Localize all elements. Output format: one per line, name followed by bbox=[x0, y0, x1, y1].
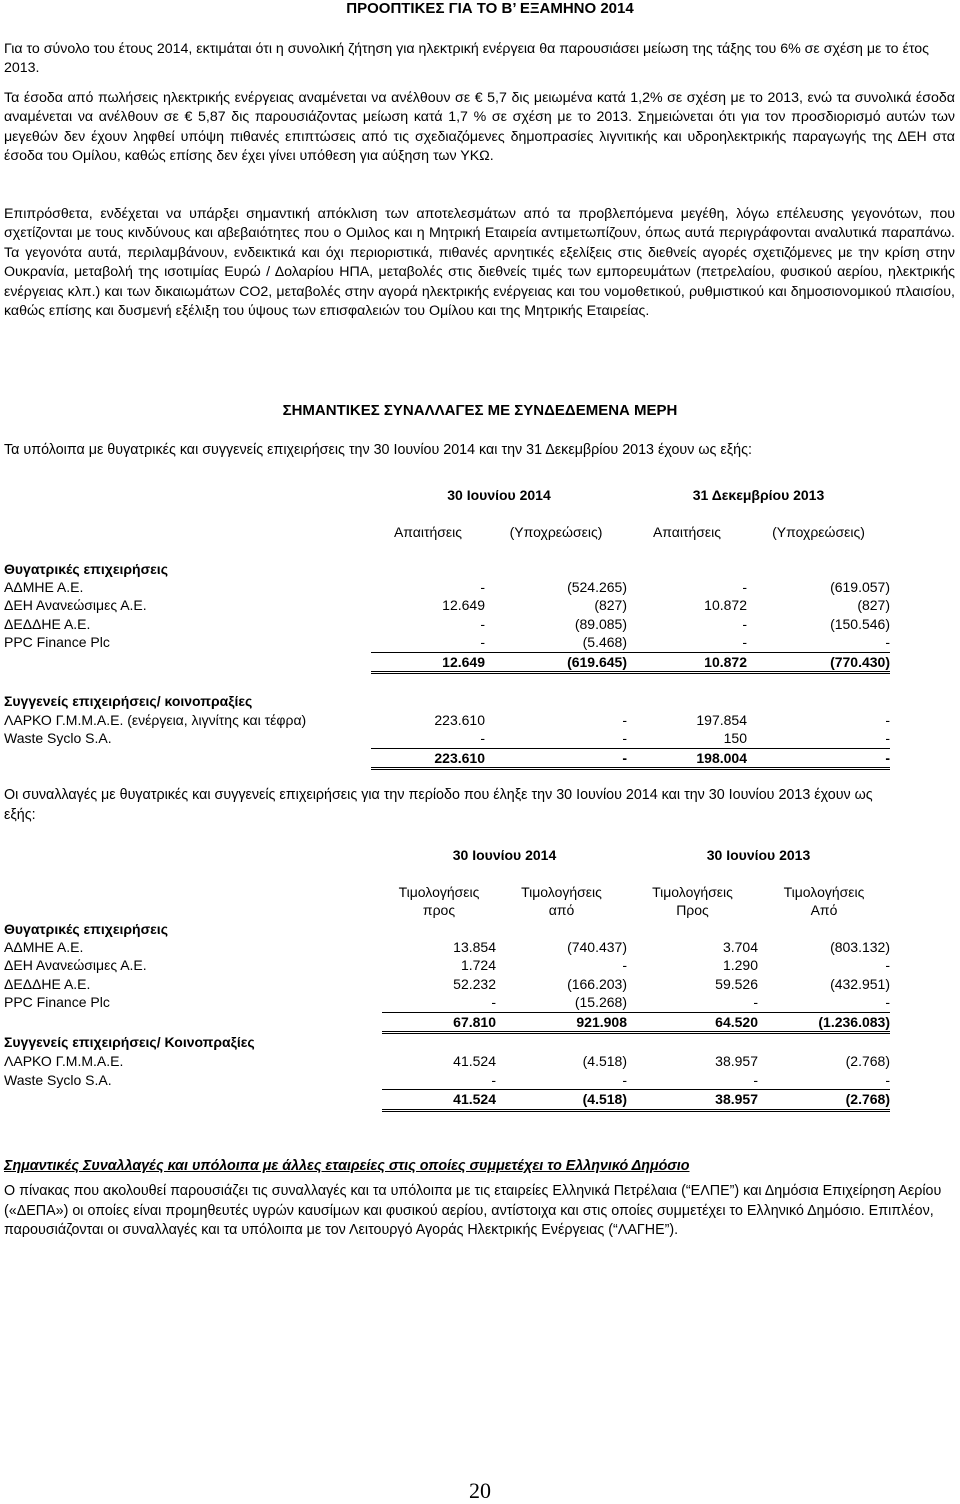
cell: (524.265) bbox=[567, 579, 627, 595]
row-label: ΔΕΗ Ανανεώσιμες Α.Ε. bbox=[4, 597, 147, 614]
cell: (15.268) bbox=[574, 994, 627, 1011]
row-label: ΛΑΡΚΟ Γ.Μ.Μ.Α.Ε. bbox=[4, 1053, 124, 1070]
total-cell: 67.810 bbox=[382, 1012, 496, 1032]
cell: - bbox=[480, 634, 485, 651]
total-row bbox=[4, 1012, 890, 1032]
group-label: Θυγατρικές επιχειρήσεις bbox=[4, 560, 168, 577]
row-label: ΛΑΡΚΟ Γ.Μ.Μ.Α.Ε. (ενέργεια, λιγνίτης και τέφρα) bbox=[4, 711, 307, 728]
col-invoices-to-a-sub: προς bbox=[422, 902, 456, 919]
cell: 59.526 bbox=[715, 975, 758, 992]
balances-period-a: 30 Ιουνίου 2014 bbox=[447, 487, 551, 503]
section-title-state-entities: Σημαντικές Συναλλαγές και υπόλοιπα με άλλες εταιρείες στις οποίες συμμετέχει το Ελληνικό Δημόσιο bbox=[4, 1158, 690, 1174]
cell: - bbox=[491, 1071, 496, 1088]
balances-column-header-row bbox=[4, 523, 890, 541]
row-label: PPC Finance Plc bbox=[4, 634, 110, 651]
total-row bbox=[4, 652, 890, 672]
col-payables-a: (Υποχρεώσεις) bbox=[509, 523, 603, 540]
total-cell: (1.236.083) bbox=[758, 1012, 890, 1032]
cell: (4.518) bbox=[582, 1053, 627, 1070]
cell: 52.232 bbox=[453, 975, 496, 992]
cell: (740.437) bbox=[567, 939, 627, 956]
total-cell: - bbox=[485, 748, 627, 768]
section-title-related-parties: ΣΗΜΑΝΤΙΚΕΣ ΣΥΝΑΛΛΑΓΕΣ ΜΕ ΣΥΝΔΕΔΕΜΕΝΑ ΜΕΡΗ bbox=[282, 402, 678, 419]
col-payables-b: (Υποχρεώσεις) bbox=[772, 523, 865, 540]
state-entities-paragraph: Ο πίνακας που ακολουθεί παρουσιάζει τις συναλλαγές και τα υπόλοιπα με τις εταιρείες Ελληνικά Πετρέλαια (“ΕΛΠΕ”) και Δημόσια Επιχείρηση Αερίου («ΔΕΠΑ») οι οποίες είναι προμηθευτές υγρών καυσίμων και φυσικού αερίου, αντίστοιχα και στις οποίες συμμετέχει το Ελληνικό Δημόσιο. Επιπλέον, παρουσιάζονται οι συναλλαγές και τα υπόλοιπα με τον Λειτουργό Αγοράς Ηλεκτρικής Ενέργειας (“ΛΑΓΗΕ”). bbox=[4, 1183, 942, 1239]
cell: (89.085) bbox=[574, 615, 627, 632]
group-label-row bbox=[4, 692, 890, 710]
col-invoices-from-b: Τιμολογήσεις bbox=[783, 883, 865, 900]
cell: - bbox=[742, 615, 747, 632]
table-row bbox=[4, 993, 890, 1012]
table-row bbox=[4, 975, 890, 993]
cell: - bbox=[753, 994, 758, 1011]
transactions-period-b: 30 Ιουνίου 2013 bbox=[706, 847, 811, 863]
cell: 13.854 bbox=[453, 939, 496, 956]
cell: 10.872 bbox=[704, 597, 747, 614]
total-cell: (4.518) bbox=[496, 1090, 627, 1110]
cell: 1.724 bbox=[460, 957, 496, 974]
cell: - bbox=[742, 634, 747, 651]
row-label: ΔΕΔΔΗΕ Α.Ε. bbox=[4, 975, 91, 992]
row-label: ΔΕΗ Ανανεώσιμες Α.Ε. bbox=[4, 957, 147, 974]
table-row bbox=[4, 1052, 890, 1070]
section-title-outlook: ΠΡΟΟΠΤΙΚΕΣ ΓΙΑ ΤΟ Β’ ΕΞΑΜΗΝΟ 2014 bbox=[346, 0, 634, 17]
cell: - bbox=[885, 730, 890, 747]
balances-table bbox=[4, 486, 890, 770]
cell: - bbox=[622, 957, 627, 974]
cell: - bbox=[480, 615, 485, 632]
cell: - bbox=[491, 994, 496, 1011]
table-row bbox=[4, 596, 890, 614]
row-label: ΑΔΜΗΕ Α.Ε. bbox=[4, 939, 84, 956]
table-row bbox=[4, 711, 890, 729]
page-number: 20 bbox=[469, 1478, 491, 1503]
col-invoices-to-b: Τιμολογήσεις bbox=[652, 883, 733, 900]
outlook-paragraph-1: Για το σύνολο του έτους 2014, εκτιμάται ότι η συνολική ζήτηση για ηλεκτρική ενέργεια θα παρουσιάσει μείωση της τάξης του 6% σε σχέση με το έτος 2013. bbox=[4, 41, 929, 76]
cell: - bbox=[480, 579, 485, 595]
cell: 223.610 bbox=[434, 711, 485, 728]
cell: (827) bbox=[594, 597, 627, 614]
total-cell: - bbox=[747, 748, 890, 768]
cell: 1.290 bbox=[722, 957, 758, 974]
total-cell: 41.524 bbox=[382, 1090, 496, 1110]
group-label-row bbox=[4, 560, 890, 578]
total-cell: 223.610 bbox=[371, 748, 485, 768]
cell: (827) bbox=[857, 597, 890, 614]
cell: - bbox=[885, 994, 890, 1011]
cell: - bbox=[885, 1071, 890, 1088]
table-row bbox=[4, 1071, 890, 1090]
cell: 197.854 bbox=[696, 711, 747, 728]
group-label-row bbox=[4, 1033, 890, 1053]
cell: 3.704 bbox=[722, 939, 758, 956]
transactions-intro: Οι συναλλαγές με θυγατρικές και συγγενείς επιχειρήσεις για την περίοδο που έληξε την 30 Ιουνίου 2014 και την 30 Ιουνίου 2013 έχουν ως εξής: bbox=[4, 787, 873, 823]
cell: 12.649 bbox=[442, 597, 485, 614]
cell: - bbox=[480, 730, 485, 747]
col-invoices-from-b-sub: Από bbox=[810, 902, 838, 919]
group-label-row bbox=[4, 920, 890, 938]
cell: - bbox=[622, 1071, 627, 1088]
cell: (150.546) bbox=[830, 615, 890, 632]
total-cell: 38.957 bbox=[627, 1090, 758, 1110]
row-label: Waste Syclo S.A. bbox=[4, 1072, 112, 1089]
cell: (803.132) bbox=[830, 939, 890, 956]
row-label: PPC Finance Plc bbox=[4, 994, 110, 1011]
balances-period-b: 31 Δεκεμβρίου 2013 bbox=[692, 487, 825, 503]
outlook-paragraph-2: Τα έσοδα από πωλήσεις ηλεκτρικής ενέργειας αναμένεται να ανέλθουν σε € 5,7 δις μειωμένα κατά 1,2% σε σχέση με το 2013, ενώ τα συνολικά έσοδα αναμένεται να ανέλθουν σε € 5,87 δις παρουσιάζοντας μείωση κατά 1,7 % σε σχέση με το 2013. Σημειώνεται ότι για τον προσδιορισμό αυτών των μεγεθών δεν έχουν ληφθεί υπόψη πιθανές επιπτώσεις από τις σχεδιαζόμενες δημοπρασίες λιγνιτικής και υδροηλεκτρικής παραγωγής της ΔΕΗ στα έσοδα του Ομίλου, καθώς επίσης δεν έχει γίνει υπόθεση για αύξηση των ΥΚΩ. bbox=[4, 90, 955, 164]
total-cell: 10.872 bbox=[627, 652, 747, 672]
total-cell: 64.520 bbox=[627, 1012, 758, 1032]
cell: (619.057) bbox=[830, 579, 890, 595]
table-row bbox=[4, 729, 890, 748]
cell: (166.203) bbox=[567, 975, 627, 992]
balances-period-row bbox=[4, 486, 890, 504]
row-label: ΔΕΔΔΗΕ Α.Ε. bbox=[4, 615, 91, 632]
group-label: Θυγατρικές επιχειρήσεις bbox=[4, 920, 168, 937]
col-invoices-from-a-sub: από bbox=[548, 902, 575, 919]
cell: - bbox=[622, 711, 627, 728]
table-row bbox=[4, 938, 890, 956]
col-invoices-to-b-sub: Προς bbox=[676, 902, 709, 919]
cell: - bbox=[885, 957, 890, 974]
total-cell: 921.908 bbox=[496, 1012, 627, 1032]
row-label: ΑΔΜΗΕ Α.Ε. bbox=[4, 579, 84, 595]
col-invoices-to-a: Τιμολογήσεις bbox=[398, 883, 480, 900]
group-label: Συγγενείς επιχειρήσεις/ Κοινοπραξίες bbox=[4, 1034, 255, 1051]
total-cell: (2.768) bbox=[758, 1090, 890, 1110]
col-receivables-b: Απαιτήσεις bbox=[652, 523, 722, 540]
cell: (432.951) bbox=[830, 975, 890, 992]
cell: 150 bbox=[723, 730, 747, 747]
outlook-paragraph-3: Επιπρόσθετα, ενδέχεται να υπάρξει σημαντική απόκλιση των αποτελεσμάτων από τα προβλεπόμενα μεγέθη, λόγω επέλευσης γεγονότων, που σχετίζονται με τους κινδύνους και αβεβαιότητες που ο Ομιλος και η Μητρική Εταιρεία αντιμετωπίζουν, όπως αυτά περιγράφονται αναλυτικά παραπάνω. Τα γεγονότα αυτά, περιλαμβάνουν, ενδεικτικά και όχι περιοριστικά, πιθανές αρνητικές εξελίξεις στις διεθνείς αγορές σχετιζόμενες με την κρίση στην Ουκρανία, μεταβολή της ισοτιμίας Ευρώ / Δολαρίου ΗΠΑ, μεταβολές στις διεθνείς τιμές των εμπορευμάτων (πετρελαίου, φυσικού αερίου, ηλεκτρικής ενέργειας κλπ.) και των δικαιωμάτων CO2, μεταβολές στην αγορά ηλεκτρικής ενέργειας και του νομοθετικού, ρυθμιστικού και δημοσιονομικού πλαισίου, καθώς επίσης και δυσμενή εξέλιξη του ύψους των επισφαλειών του Ομίλου και της Μητρικής Εταιρείας. bbox=[4, 206, 955, 320]
total-cell: 198.004 bbox=[627, 748, 747, 768]
transactions-column-header-row-2 bbox=[4, 901, 890, 919]
cell: 41.524 bbox=[453, 1053, 496, 1070]
cell: 38.957 bbox=[715, 1053, 758, 1070]
transactions-table bbox=[4, 846, 890, 1112]
total-row bbox=[4, 1090, 890, 1110]
cell: - bbox=[885, 634, 890, 651]
table-row bbox=[4, 633, 890, 652]
balances-intro: Τα υπόλοιπα με θυγατρικές και συγγενείς επιχειρήσεις την 30 Ιουνίου 2014 και την 31 Δεκεμβρίου 2013 έχουν ως εξής: bbox=[4, 442, 752, 458]
table-row bbox=[4, 615, 890, 633]
transactions-period-a: 30 Ιουνίου 2014 bbox=[452, 847, 557, 863]
group-label: Συγγενείς επιχειρήσεις/ κοινοπραξίες bbox=[4, 693, 253, 710]
cell: - bbox=[885, 711, 890, 728]
cell: - bbox=[742, 579, 747, 595]
total-cell: 12.649 bbox=[371, 652, 485, 672]
table-row bbox=[4, 956, 890, 974]
col-invoices-from-a: Τιμολογήσεις bbox=[521, 883, 602, 900]
cell: - bbox=[753, 1071, 758, 1088]
col-receivables-a: Απαιτήσεις bbox=[393, 523, 463, 540]
cell: (2.768) bbox=[845, 1053, 890, 1070]
row-label: Waste Syclo S.A. bbox=[4, 730, 112, 747]
transactions-column-header-row bbox=[4, 883, 890, 901]
total-cell: (770.430) bbox=[747, 652, 890, 672]
transactions-period-row bbox=[4, 846, 890, 864]
total-row bbox=[4, 748, 890, 768]
cell: - bbox=[622, 730, 627, 747]
table-row bbox=[4, 578, 890, 596]
cell: (5.468) bbox=[582, 634, 627, 651]
total-cell: (619.645) bbox=[485, 652, 627, 672]
